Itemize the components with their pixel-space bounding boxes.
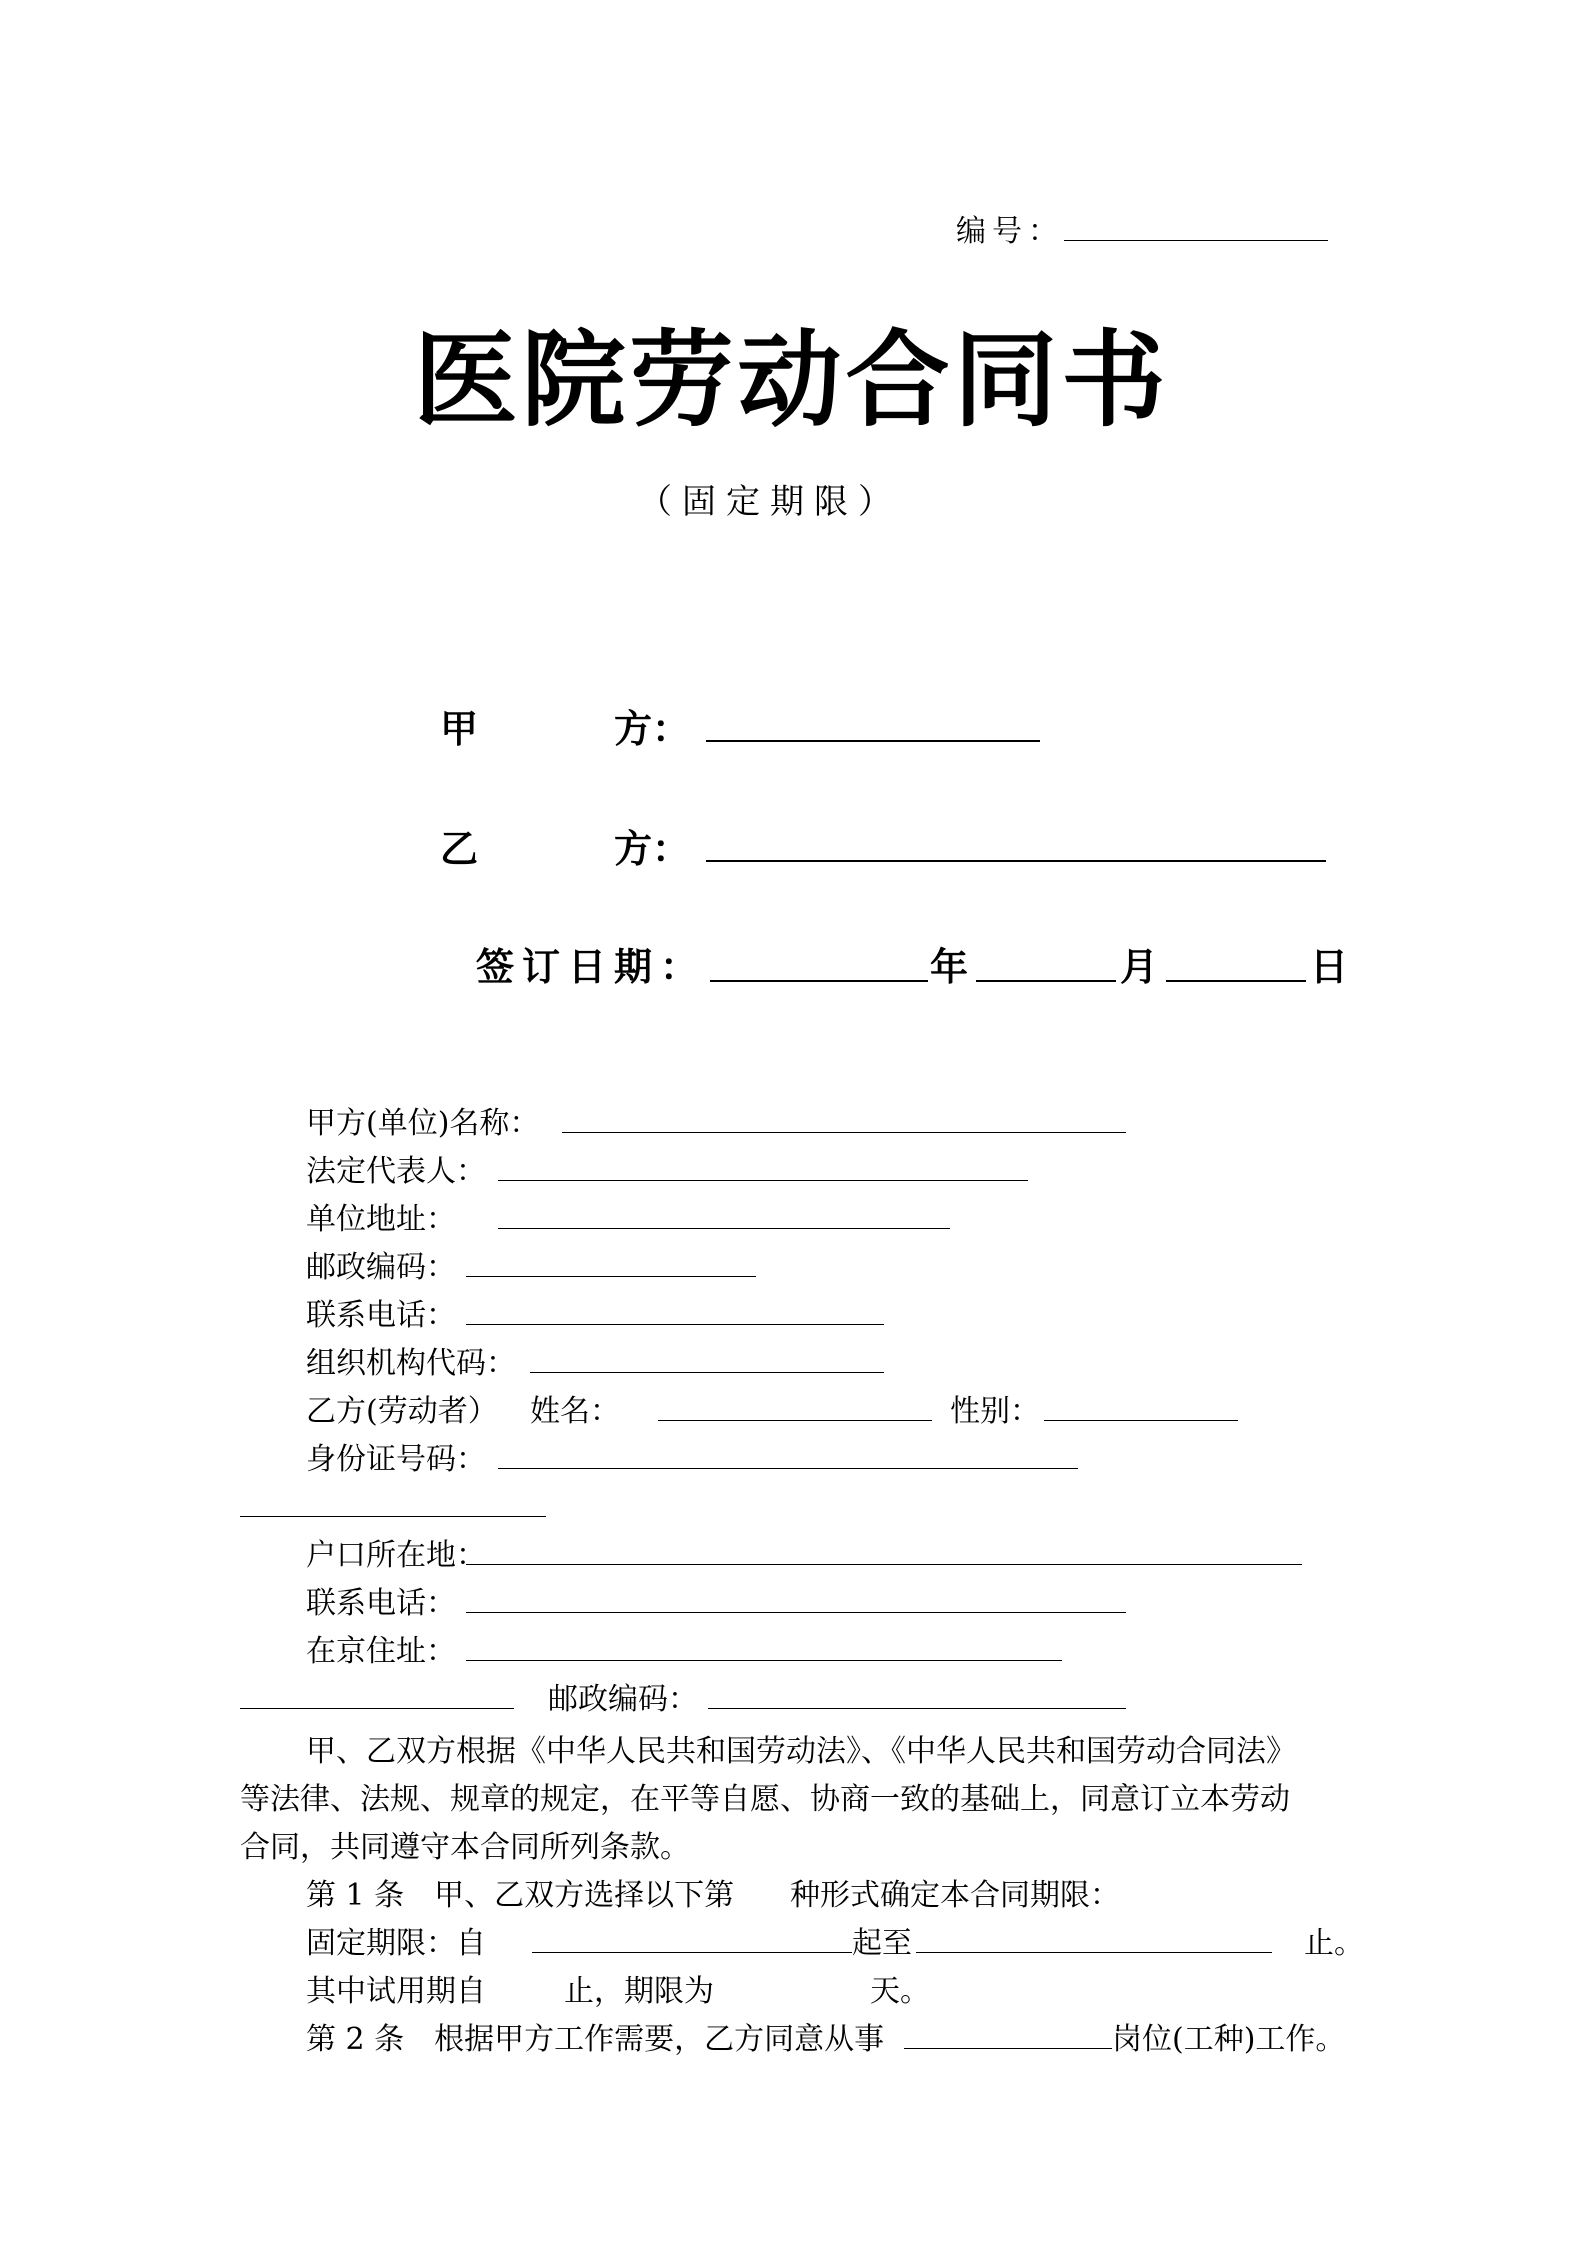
- fixed-term-end-field[interactable]: [916, 1952, 1272, 1953]
- phone-field[interactable]: [466, 1324, 884, 1325]
- sign-year-field[interactable]: [710, 980, 928, 982]
- legal-rep-field[interactable]: [498, 1180, 1028, 1181]
- party-b-gender-label: 性别：: [950, 1394, 1040, 1429]
- org-code-field[interactable]: [530, 1372, 884, 1373]
- fixed-term-end-label: 止。: [1304, 1926, 1364, 1961]
- legal-rep-label: 法定代表人：: [306, 1154, 486, 1189]
- postcode-label: 邮政编码：: [306, 1250, 456, 1285]
- party-a-char: 甲: [440, 707, 479, 751]
- party-b-id-field-continued[interactable]: [240, 1516, 546, 1517]
- party-b-hukou-field[interactable]: [466, 1564, 1302, 1565]
- party-b-field[interactable]: [706, 860, 1326, 862]
- party-a-name-label: 甲方(单位)名称：: [306, 1106, 540, 1141]
- article-2-post-field[interactable]: [904, 2048, 1112, 2049]
- phone-label: 联系电话：: [306, 1298, 456, 1333]
- party-b-id-field[interactable]: [498, 1468, 1078, 1469]
- intro-line-3: 合同，共同遵守本合同所列条款。: [240, 1830, 690, 1865]
- probation-label-c: 天。: [870, 1974, 930, 2009]
- sign-month-field[interactable]: [976, 980, 1116, 982]
- sign-day-field[interactable]: [1166, 980, 1306, 982]
- article-2-text-a: 第 2 条 根据甲方工作需要，乙方同意从事: [306, 2022, 885, 2057]
- serial-number-label: 编号：: [956, 214, 1064, 249]
- party-b-fang-label: 方：: [614, 827, 691, 871]
- probation-label-a: 其中试用期自: [306, 1974, 486, 2009]
- intro-line-1: 甲、乙双方根据《中华人民共和国劳动法》、《中华人民共和国劳动合同法》: [306, 1734, 1296, 1769]
- fixed-term-start-field[interactable]: [532, 1952, 852, 1953]
- fixed-term-label: 固定期限：自: [306, 1926, 486, 1961]
- sign-month-label: 月: [1120, 945, 1159, 989]
- article-2-text-b: 岗位(工种)工作。: [1112, 2022, 1346, 2057]
- party-b-gender-field[interactable]: [1044, 1420, 1238, 1421]
- intro-line-2: 等法律、法规、规章的规定，在平等自愿、协商一致的基础上，同意订立本劳动: [240, 1782, 1290, 1817]
- sign-year-label: 年: [930, 945, 969, 989]
- probation-label-b: 止，期限为: [564, 1974, 714, 2009]
- party-b-beijing-address-field-continued[interactable]: [240, 1708, 514, 1709]
- party-b-phone-field[interactable]: [466, 1612, 1126, 1613]
- party-b-char: 乙: [440, 827, 479, 871]
- sign-date-label: 签订日期：: [476, 945, 707, 989]
- party-b-beijing-address-label: 在京住址：: [306, 1634, 456, 1669]
- party-b-phone-label: 联系电话：: [306, 1586, 456, 1621]
- party-b-beijing-address-field[interactable]: [466, 1660, 1062, 1661]
- party-b-postcode-field[interactable]: [708, 1708, 1126, 1709]
- org-code-label: 组织机构代码：: [306, 1346, 516, 1381]
- postcode-field[interactable]: [466, 1276, 756, 1277]
- article-1-text-a: 第 1 条 甲、乙双方选择以下第: [306, 1878, 735, 1913]
- address-field[interactable]: [498, 1228, 950, 1229]
- party-b-name-label: 姓名：: [530, 1394, 620, 1429]
- document-subtitle: （固定期限）: [638, 482, 902, 522]
- sign-day-label: 日: [1310, 945, 1349, 989]
- address-label: 单位地址：: [306, 1202, 456, 1237]
- party-b-name-field[interactable]: [658, 1420, 932, 1421]
- party-b-label: 乙方(劳动者）: [306, 1394, 498, 1429]
- party-a-name-field[interactable]: [562, 1132, 1126, 1133]
- party-a-field[interactable]: [706, 740, 1040, 742]
- fixed-term-from-to: 起至: [852, 1926, 912, 1961]
- party-b-postcode-label: 邮政编码：: [548, 1682, 698, 1717]
- party-b-id-label: 身份证号码：: [306, 1442, 486, 1477]
- serial-number-field[interactable]: [1064, 240, 1328, 241]
- article-1-text-b: 种形式确定本合同期限：: [790, 1878, 1120, 1913]
- document-title: 医院劳动合同书: [413, 319, 1170, 441]
- party-a-fang-label: 方：: [614, 707, 691, 751]
- party-b-hukou-label: 户口所在地：: [306, 1538, 486, 1573]
